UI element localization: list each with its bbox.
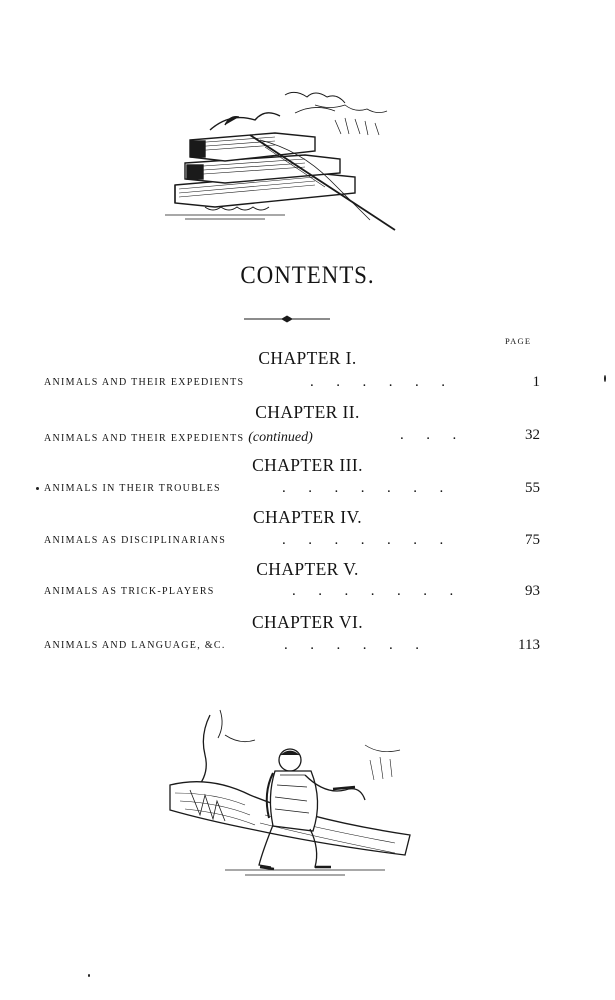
chapter-heading: CHAPTER V. — [256, 559, 359, 579]
chapter-heading: CHAPTER II. — [255, 402, 360, 422]
toc-entry — [44, 374, 540, 393]
toc-entry-label: ANIMALS AS DISCIPLINARIANS — [44, 535, 227, 546]
print-speck — [88, 974, 90, 977]
dot-leader: . . . . . . — [284, 637, 419, 653]
toc-entry — [44, 583, 540, 602]
books-and-quill-icon — [165, 85, 405, 235]
chapter-heading: CHAPTER III. — [252, 455, 363, 475]
toc-entry-label: ANIMALS AND LANGUAGE, &C. — [44, 640, 226, 651]
toc-entry — [44, 427, 540, 446]
dot-leader: . . . . . . — [310, 374, 445, 390]
dot-leader: . . . — [400, 427, 457, 443]
chapter-heading: CHAPTER I. — [258, 348, 357, 368]
chapter-heading: CHAPTER IV. — [252, 507, 363, 527]
toc-entry-label: ANIMALS AND THEIR EXPEDIENTS (continued) — [44, 430, 313, 445]
toc-entry — [44, 480, 540, 499]
dot-leader: . . . . . . . — [282, 480, 444, 496]
toc-page-number: 93 — [525, 583, 540, 599]
print-speck — [604, 375, 606, 382]
chapter-heading: CHAPTER VI. — [251, 612, 364, 632]
toc-entry-suffix: (continued) — [248, 430, 313, 445]
toc-entry — [44, 532, 540, 551]
dot-leader: . . . . . . . — [292, 583, 454, 599]
page-title: CONTENTS. — [240, 262, 375, 289]
print-speck — [36, 487, 39, 490]
ornament-divider-icon — [244, 314, 330, 324]
toc-page-number: 32 — [525, 427, 540, 443]
toc-page-number: 1 — [532, 374, 540, 390]
toc-page-number: 75 — [525, 532, 540, 548]
toc-entry-label: ANIMALS AND THEIR EXPEDIENTS — [44, 377, 245, 388]
toc-entry — [44, 637, 540, 656]
toc-page-number: 113 — [518, 637, 540, 653]
page-column-heading: PAGE — [505, 336, 532, 346]
dot-leader: . . . . . . . — [282, 532, 444, 548]
toc-entry-label: ANIMALS AS TRICK-PLAYERS — [44, 586, 215, 597]
toc-page-number: 55 — [525, 480, 540, 496]
seated-figure-icon — [165, 705, 415, 880]
toc-entry-label: ANIMALS IN THEIR TROUBLES — [44, 483, 221, 494]
